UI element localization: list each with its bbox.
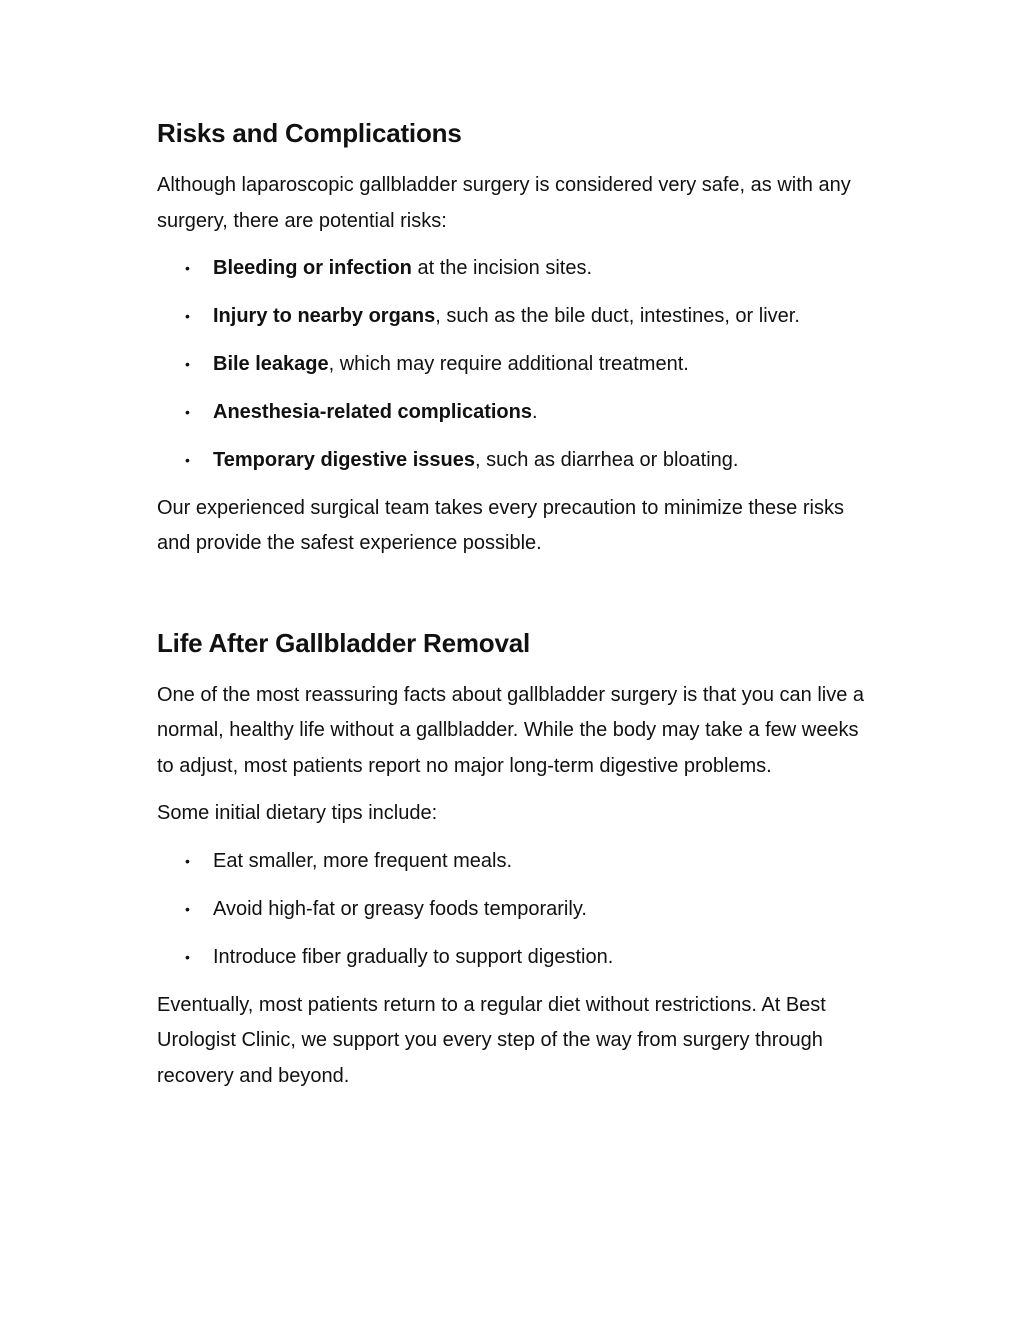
risk-item-text: . (531, 401, 538, 424)
list-item (157, 892, 869, 928)
risk-item-title: Bleeding or infection (213, 257, 412, 279)
list-item (157, 347, 869, 383)
bullet-icon: • (185, 356, 190, 373)
bullet-icon: • (185, 949, 190, 966)
section-heading-life-after: Life After Gallbladder Removal (157, 627, 531, 658)
risk-item-title: Anesthesia-related complications (213, 401, 532, 424)
bullet-icon: • (185, 260, 190, 276)
risk-item-text: , such as the bile duct, intestines, or liver. (435, 305, 800, 328)
bullet-icon: • (185, 308, 190, 325)
list-item (157, 251, 869, 287)
list-item (157, 844, 869, 880)
list-item (157, 940, 869, 976)
bullet-icon: • (185, 452, 190, 469)
risk-item-title: Bile leakage (213, 353, 329, 376)
risk-item-title: Temporary digestive issues (213, 449, 475, 472)
risks-intro-paragraph: Although laparoscopic gallbladder surgery is considered very safe, as with any surgery, there are potential risks: (157, 174, 851, 232)
document-page (157, 0, 869, 1094)
list-item (157, 395, 869, 431)
risks-outro-paragraph: Our experienced surgical team takes every precaution to minimize these risks and provide the safest experience possible. (157, 496, 844, 555)
dietary-tips-list (157, 844, 869, 976)
list-item (157, 299, 869, 335)
tip-text: Introduce fiber gradually to support digestion. (213, 946, 614, 969)
risk-item-text: at the incision sites. (411, 257, 592, 279)
tip-text: Avoid high-fat or greasy foods temporarily. (213, 897, 587, 920)
risk-item-text: , which may require additional treatment. (328, 353, 689, 376)
bullet-icon: • (185, 404, 190, 421)
risk-item-title: Injury to nearby organs (213, 305, 436, 328)
section-heading-risks: Risks and Complications (157, 118, 462, 148)
life-paragraph-1: One of the most reassuring facts about gallbladder surgery is that you can live a normal, healthy life without a gallbladder. While the body may take a few weeks to adjust, most patients report no major long-term digestive problems. (157, 683, 865, 777)
bullet-icon: • (185, 852, 190, 869)
tip-text: Eat smaller, more frequent meals. (213, 849, 513, 872)
bullet-icon: • (185, 900, 190, 917)
list-item (157, 443, 869, 479)
life-paragraph-3: Eventually, most patients return to a regular diet without restrictions. At Best Urologist Clinic, we support you every step of the way from surgery through recovery and beyond. (157, 993, 826, 1087)
life-paragraph-2: Some initial dietary tips include: (157, 802, 438, 825)
risk-list (157, 251, 869, 479)
risk-item-text: , such as diarrhea or bloating. (474, 449, 739, 472)
